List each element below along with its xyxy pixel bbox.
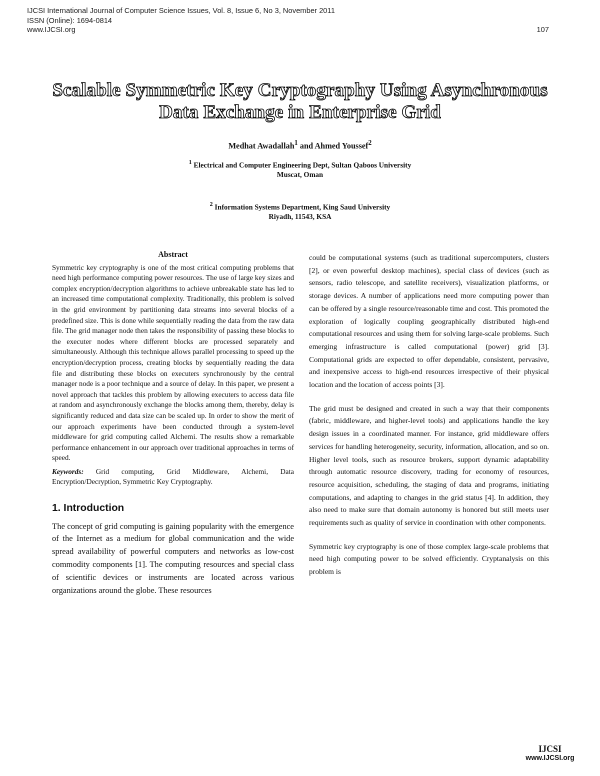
affiliation-1-line-1: Electrical and Computer Engineering Dept, Sultan Qaboos University <box>191 160 412 170</box>
issn-line: ISSN (Online): 1694-0814 <box>27 15 113 25</box>
ijcsi-logo: IJCSI <box>538 744 562 754</box>
author-line <box>0 139 600 152</box>
author-2-sup: 2 <box>368 140 372 147</box>
right-paragraph-2: The grid must be designed and created in such a way that their components (fabric, middleware, and higher-level tools) and applications handle the key design issues in a coordinated manner. For instance, grid middleware offers services for handling heterogeneity, security, information, allocation, and so on. Higher level tools, such as resource brokers, support dynamic adaptability through automatic resource discovery, trading for economy of resources, resource acquisition, scheduling, the staging of data and programs, initiating computations, and adapting to changes in the grid status [4]. In addition, they also need to make sure that domain autonomy is honored but still meets user requirements such as quality of service in coordination with other components. <box>309 403 549 528</box>
affiliation-2-line-1: Information Systems Department, King Saud University <box>212 202 391 212</box>
affiliation-1-line-2: Muscat, Oman <box>276 169 324 179</box>
abstract-body: Symmetric key cryptography is one of the most critical computing problems that need high performance computing power resources. The use of large key sizes and complex encryption/decryption algorithms to achieve unbreakable state has led to an increased time computational complexity. Traditionally, this problem is solved in the grid environment by partitioning data streams into several blocks of a predefined size. This is done while sequentially reading the data from the raw data file. The grid manager node then takes the responsibility of passing these blocks to the executer nodes where different blocks are processed separately and simultaneously. Although this technique allows parallel processing to speed up the encryption/decryption process, creating blocks by sequentially reading the data file and distributing these blocks on executers synchronously by the central manager node is a poor technique and a source of delay. In this paper, we present a novel approach that tackles this problem by allowing executers to access data file at random and asynchronously exchange the blocks among them, thereby, delay is significantly reduced and data size can be scaled up. In order to show the merit of our approach experiments have been conducted through a system-level middleware for grid computing called Alchemi. The results show a remarkable performance enhancement in our approach over traditional approaches in terms of speed. <box>52 262 294 463</box>
running-header <box>27 6 567 35</box>
introduction-heading: 1. Introduction <box>52 503 125 515</box>
footer-logo <box>520 744 580 763</box>
author-1: Medhat Awadallah <box>228 141 295 151</box>
journal-line: IJCSI International Journal of Computer Science Issues, Vol. 8, Issue 6, No 3, November 2011 <box>27 6 335 15</box>
affiliation-2 <box>0 201 600 221</box>
right-column <box>309 252 549 579</box>
left-column <box>52 250 294 597</box>
title-line-1: Scalable Symmetric Key Cryptography Using Asynchronous <box>52 80 548 101</box>
affiliation-2-line-2: Riyadh, 11543, KSA <box>268 211 332 221</box>
site-line: www.IJCSI.org <box>27 25 76 35</box>
keywords <box>52 467 294 488</box>
page-number: 107 <box>536 25 549 34</box>
affiliation-1-sup: 1 <box>188 160 192 166</box>
right-paragraph-3: Symmetric key cryptography is one of those complex large-scale problems that need high computing power to be solved efficiently. Cryptanalysis on this problem is <box>309 541 549 577</box>
affiliation-1 <box>0 159 600 179</box>
footer-url: www.IJCSI.org <box>525 755 575 762</box>
author-conjunction: and <box>297 141 315 151</box>
right-paragraph-1: could be computational systems (such as traditional supercomputers, clusters [2], or even powerful desktop machines), special class of devices (such as sensors, radio telescope, and satellite receivers), visualization platforms, or storage devices. A number of applications need more computing power than can be offered by a single resource/reasonable time and cost. This promoted the exploration of logically coupling geographically distributed high-end computational resources and using them for solving large-scale problems. Such emerging infrastructure is called computational (power) grid [3]. Computational grids are expected to offer dependable, consistent, pervasive, and inexpensive access to high-end resources irrespective of their physical location and the location of access points [3]. <box>309 253 549 390</box>
author-1-sup: 1 <box>294 140 298 147</box>
title-line-2: Data Exchange in Enterprise Grid <box>159 102 441 123</box>
paper-title <box>40 80 560 124</box>
abstract-heading: Abstract <box>158 250 188 259</box>
affiliation-2-sup: 2 <box>209 202 213 208</box>
introduction-body: The concept of grid computing is gaining popularity with the emergence of the Internet as a medium for global communication and the wide spread availability of powerful computers and networks as low-cost commodity components [1]. The computing resources and special class of scientific devices or instruments are located across various organizations around the globe. These resources <box>52 521 294 595</box>
author-2: Ahmed Youssef <box>314 141 369 151</box>
keywords-text: Grid computing, Grid Middleware, Alchemi, Data Encryption/Decryption, Symmetric Key Cryptography. <box>52 466 294 487</box>
keywords-label: Keywords: <box>52 466 84 476</box>
